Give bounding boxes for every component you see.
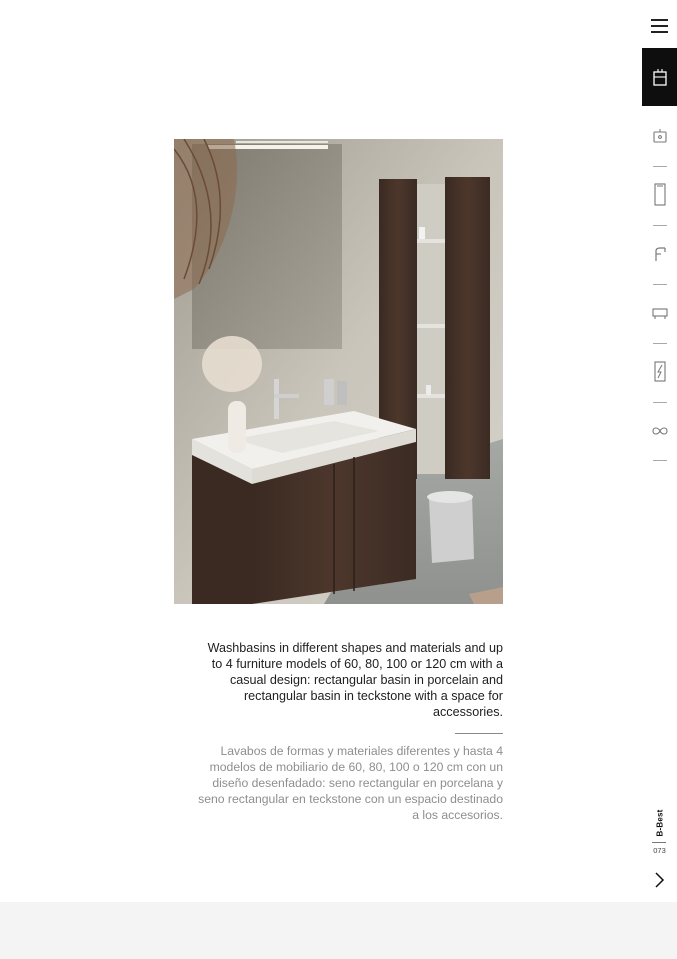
footer-band: [0, 902, 677, 959]
description-english: Washbasins in different shapes and materials and up to 4 furniture models of 60, 80, 100 or 120 cm with a casual design: rectangular basin in porcelain and rectangular basin in teckstone with a space for accessories.: [207, 641, 503, 719]
menu-bar-icon: [651, 25, 668, 27]
hamburger-menu-button[interactable]: [642, 8, 677, 44]
page-number: 073: [653, 846, 666, 855]
brand-divider: [652, 842, 666, 843]
sidebar-item-cabinet[interactable]: [642, 48, 677, 106]
menu-bar-icon: [651, 19, 668, 21]
chevron-right-icon: [653, 871, 665, 889]
brand-label: [649, 808, 671, 838]
sidebar-item-faucet[interactable]: [642, 225, 677, 283]
sidebar-item-accessories[interactable]: [642, 402, 677, 460]
faucet-icon: [652, 245, 668, 263]
bathtub-icon: [651, 305, 669, 321]
next-page-button[interactable]: [645, 866, 673, 894]
text-divider: [455, 733, 503, 734]
sidebar-item-washbasin[interactable]: [642, 107, 677, 165]
sidebar-item-mirror[interactable]: [642, 166, 677, 224]
brand-text: B-Best: [655, 809, 665, 837]
shower-icon: [652, 360, 668, 384]
description-spanish: Lavabos de formas y materiales diferentes y hasta 4 modelos de mobiliario de 60, 80, 100 o 120 cm con un diseño desenfadado: seno rectangular en porcelana y seno rectangular en teckstone con un espacio destinado a los accesorios.: [198, 744, 503, 822]
right-sidebar: [642, 0, 677, 902]
product-photo: [174, 139, 503, 604]
infinity-icon: [651, 425, 669, 437]
cabinet-icon: [652, 67, 668, 87]
sidebar-item-bathtub[interactable]: [642, 284, 677, 342]
sidebar-item-shower[interactable]: [642, 343, 677, 401]
menu-bar-icon: [651, 31, 668, 33]
washbasin-icon: [652, 127, 668, 145]
mirror-icon: [652, 182, 668, 208]
sidebar-separator: [653, 460, 667, 461]
